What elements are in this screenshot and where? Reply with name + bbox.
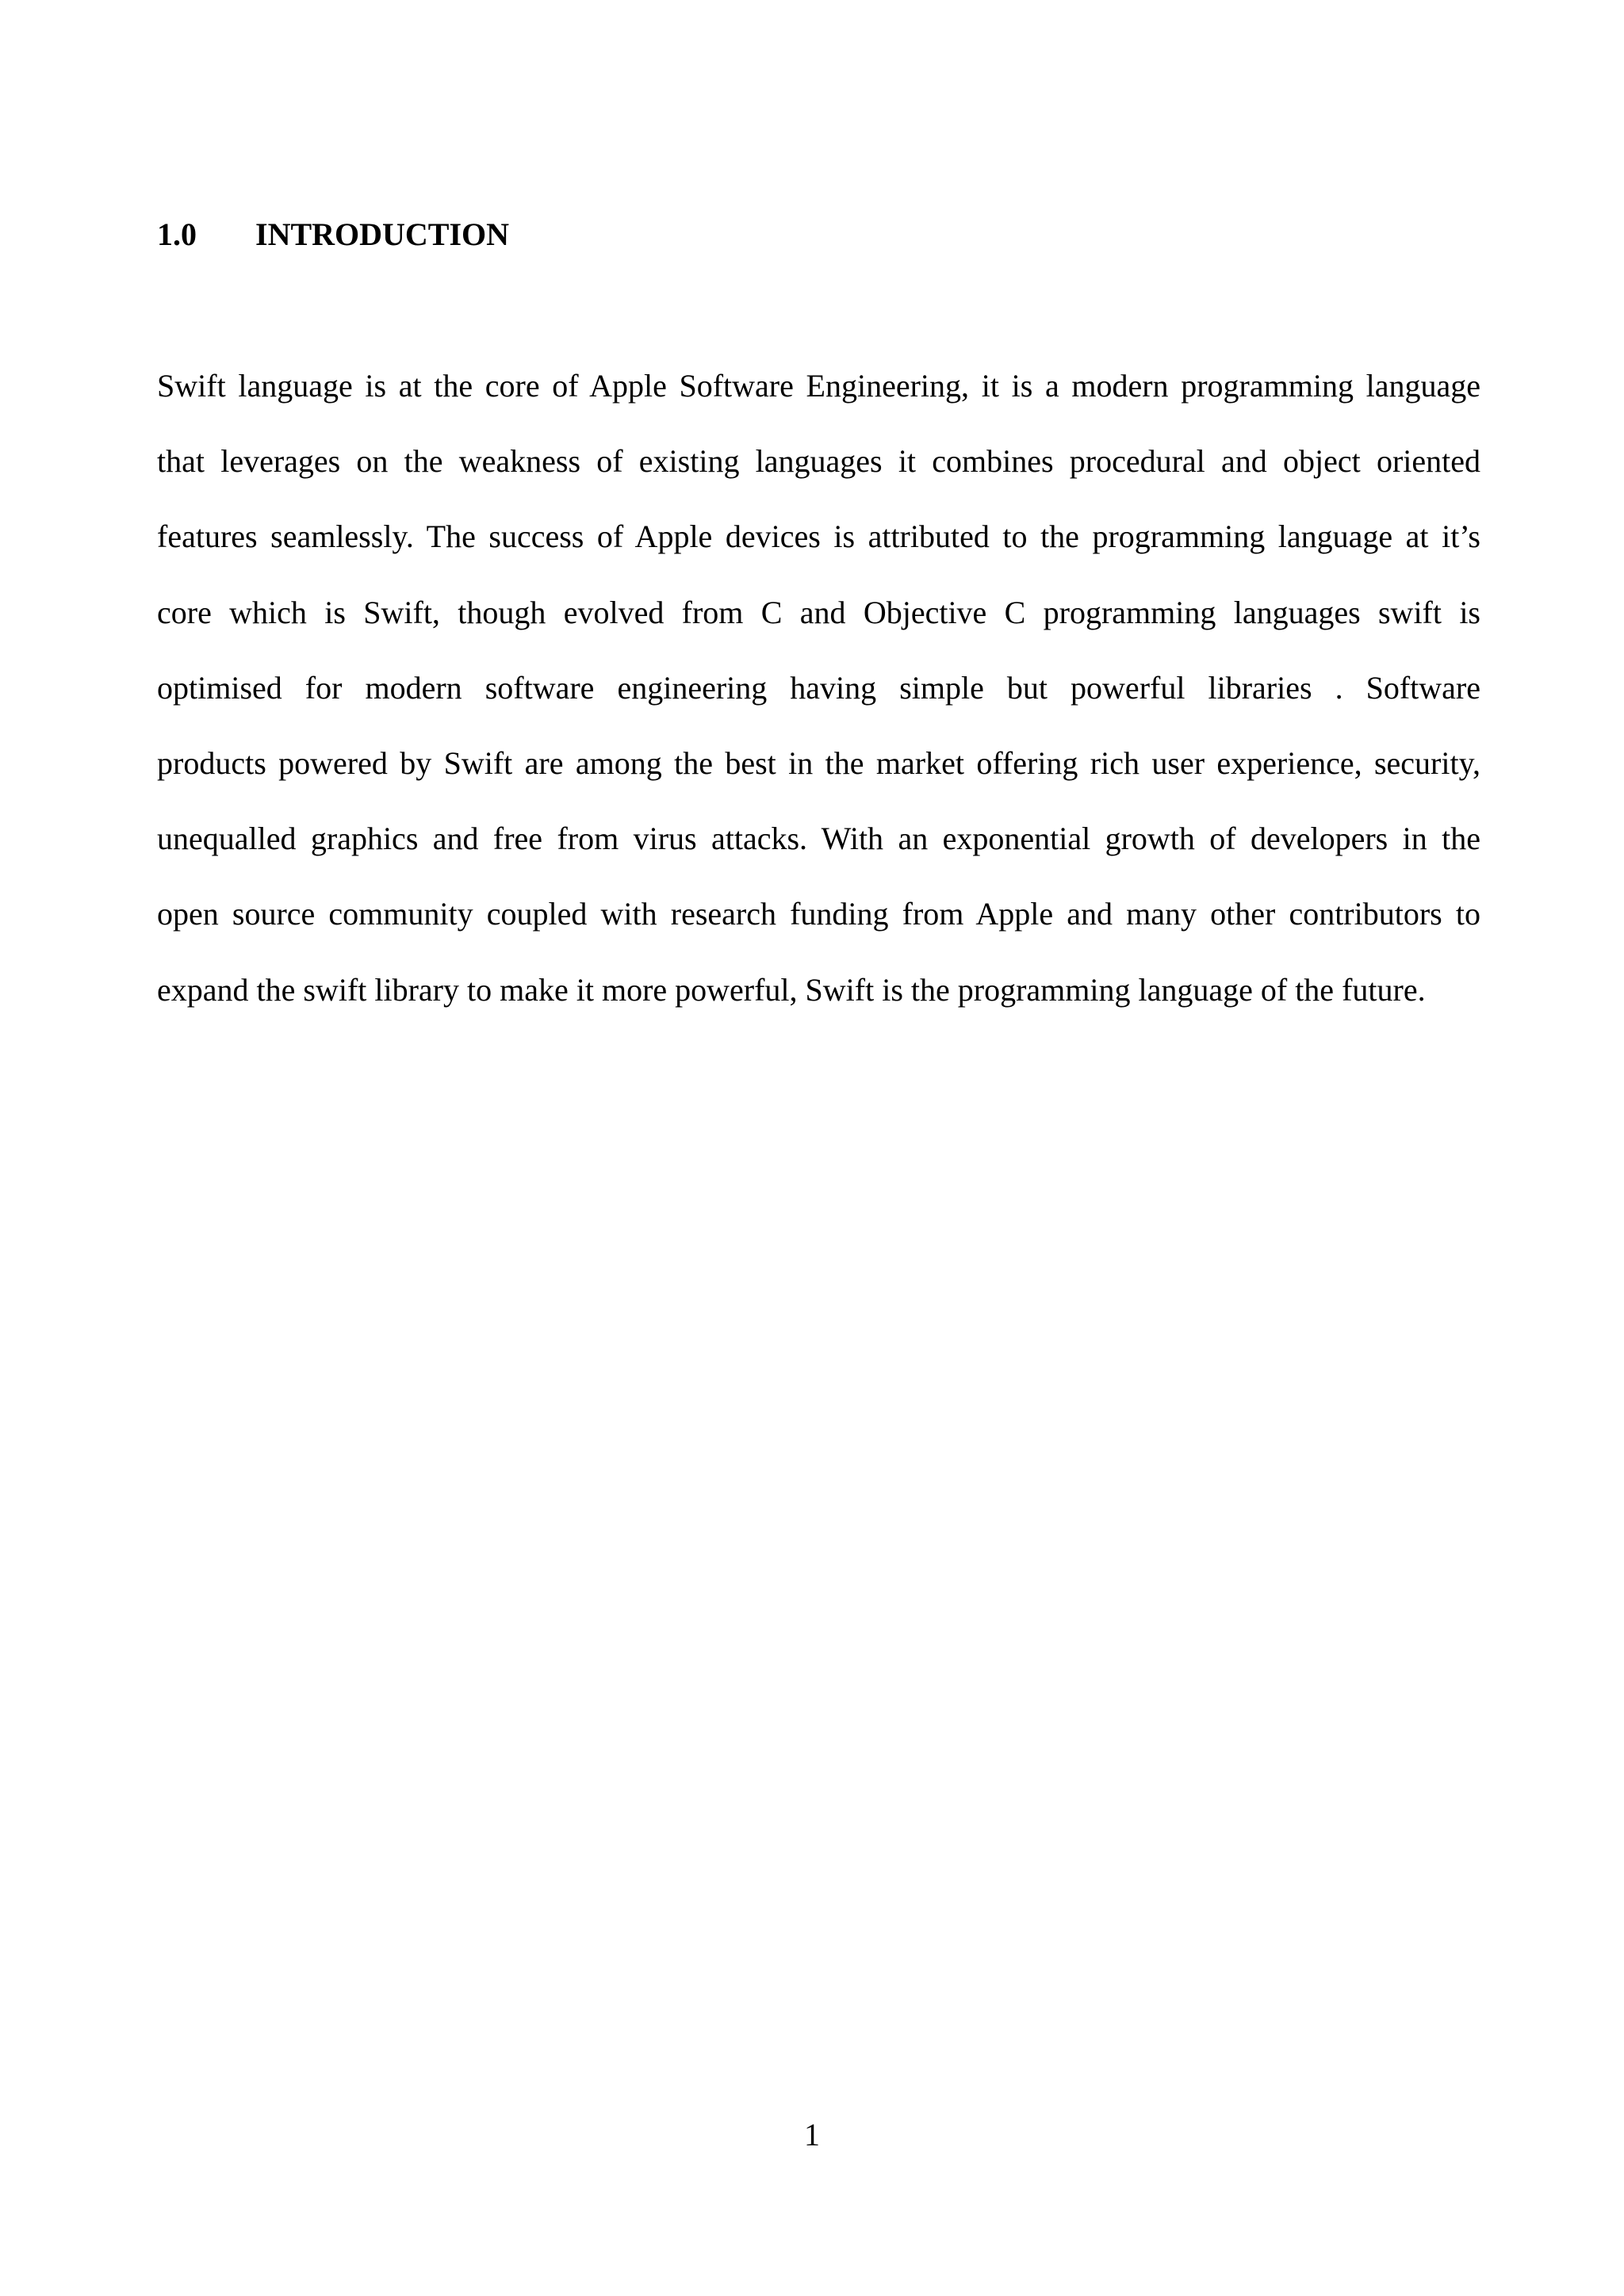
paragraph-line: core which is Swift, though evolved from C and Objective C programming languages swift is bbox=[157, 594, 1480, 630]
section-heading bbox=[157, 212, 509, 257]
page-number: 1 bbox=[804, 2117, 820, 2152]
section-title: INTRODUCTION bbox=[255, 216, 510, 252]
body-paragraph bbox=[157, 364, 1480, 1043]
paragraph-line: unequalled graphics and free from virus attacks. With an exponential growth of developers in the bbox=[157, 821, 1480, 857]
paragraph-line: products powered by Swift are among the best in the market offering rich user experience, security, bbox=[157, 744, 1480, 781]
paragraph-line: Swift language is at the core of Apple Software Engineering, it is a modern programming language bbox=[157, 368, 1480, 404]
section-number: 1.0 bbox=[157, 216, 197, 252]
paragraph-line: features seamlessly. The success of Apple devices is attributed to the programming language at it’s bbox=[157, 519, 1480, 555]
paragraph-line: that leverages on the weakness of existing languages it combines procedural and object oriented bbox=[157, 443, 1480, 480]
paragraph-line: optimised for modern software engineering having simple but powerful libraries . Software bbox=[157, 669, 1480, 706]
paragraph-line: expand the swift library to make it more powerful, Swift is the programming language of the future. bbox=[157, 971, 1426, 1008]
paragraph-line: open source community coupled with research funding from Apple and many other contributors to bbox=[157, 896, 1480, 932]
